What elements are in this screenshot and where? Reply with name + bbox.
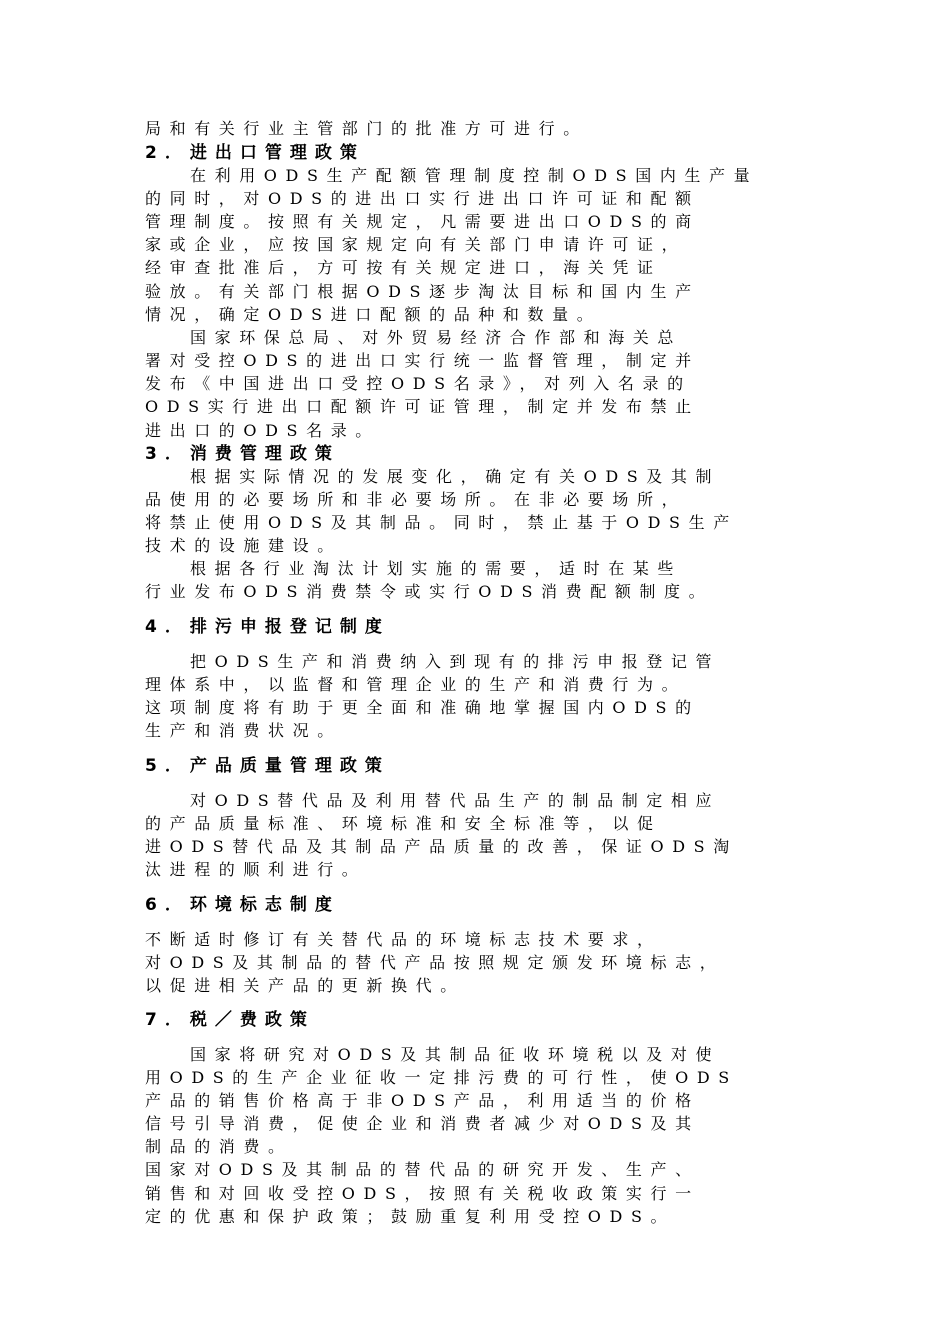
text-line: 国家将研究对ODS及其制品征收环境税以及对使 <box>190 1045 721 1064</box>
text-line: 产品的销售价格高于非ODS产品，利用适当的价格 <box>145 1091 700 1110</box>
text-line: 不断适时修订有关替代品的环境标志技术要求， <box>145 930 662 949</box>
text-line: 局和有关行业主管部门的批准方可进行。 <box>145 119 588 138</box>
text-line: 制品的消费。 <box>145 1137 293 1156</box>
text-line: 品使用的必要场所和非必要场所。在非必要场所， <box>145 490 687 509</box>
text-line: 理体系中，以监督和管理企业的生产和消费行为。 <box>145 675 687 694</box>
section-heading-3: 3．消费管理政策 <box>145 444 340 464</box>
text-line: 家或企业，应按国家规定向有关部门申请许可证， <box>145 235 687 254</box>
text-line: 用ODS的生产企业征收一定排污费的可行性，使ODS <box>145 1068 738 1087</box>
text-line: 在利用ODS生产配额管理制度控制ODS国内生产量 <box>190 166 759 185</box>
text-line: 生产和消费状况。 <box>145 721 342 740</box>
section-heading-7: 7．税／费政策 <box>145 1010 315 1030</box>
text-line: 这项制度将有助于更全面和准确地掌握国内ODS的 <box>145 698 700 717</box>
text-line: 对ODS替代品及利用替代品生产的制品制定相应 <box>190 791 721 810</box>
section-heading-6: 6．环境标志制度 <box>145 895 340 915</box>
text-line: 国家对ODS及其制品的替代品的研究开发、生产、 <box>145 1160 700 1179</box>
text-line: 汰进程的顺利进行。 <box>145 860 367 879</box>
text-line: 信号引导消费，促使企业和消费者减少对ODS及其 <box>145 1114 700 1133</box>
text-line: 管理制度。按照有关规定，凡需要进出口ODS的商 <box>145 212 700 231</box>
text-line: 的同时，对ODS的进出口实行进出口许可证和配额 <box>145 189 700 208</box>
text-line: 验放。有关部门根据ODS逐步淘汰目标和国内生产 <box>145 282 700 301</box>
text-line: 将禁止使用ODS及其制品。同时，禁止基于ODS生产 <box>145 513 738 532</box>
text-line: 的产品质量标准、环境标准和安全标准等，以促 <box>145 814 662 833</box>
text-line: 对ODS及其制品的替代产品按照规定颁发环境标志， <box>145 953 725 972</box>
text-line: 技术的设施建设。 <box>145 536 342 555</box>
text-line: 经审查批准后，方可按有关规定进口，海关凭证 <box>145 258 662 277</box>
text-line: 情况，确定ODS进口配额的品种和数量。 <box>145 305 602 324</box>
text-line: 定的优惠和保护政策；鼓励重复利用受控ODS。 <box>145 1207 676 1226</box>
text-line: ODS实行进出口配额许可证管理，制定并发布禁止 <box>145 397 700 416</box>
text-line: 销售和对回收受控ODS，按照有关税收政策实行一 <box>145 1184 700 1203</box>
text-line: 进ODS替代品及其制品产品质量的改善，保证ODS淘 <box>145 837 738 856</box>
text-line: 署对受控ODS的进出口实行统一监督管理，制定并 <box>145 351 700 370</box>
section-heading-5: 5．产品质量管理政策 <box>145 756 390 776</box>
section-heading-4: 4．排污申报登记制度 <box>145 617 390 637</box>
text-line: 把ODS生产和消费纳入到现有的排污申报登记管 <box>190 652 721 671</box>
text-line: 根据实际情况的发展变化，确定有关ODS及其制 <box>190 467 721 486</box>
section-heading-2: 2．进出口管理政策 <box>145 143 365 163</box>
text-line: 进出口的ODS名录。 <box>145 421 380 440</box>
text-line: 根据各行业淘汰计划实施的需要，适时在某些 <box>190 559 683 578</box>
text-line: 以促进相关产品的更新换代。 <box>145 976 465 995</box>
text-line: 发布《中国进出口受控ODS名录》，对列入名录的 <box>145 374 692 393</box>
text-line: 行业发布ODS消费禁令或实行ODS消费配额制度。 <box>145 582 714 601</box>
text-line: 国家环保总局、对外贸易经济合作部和海关总 <box>190 328 683 347</box>
